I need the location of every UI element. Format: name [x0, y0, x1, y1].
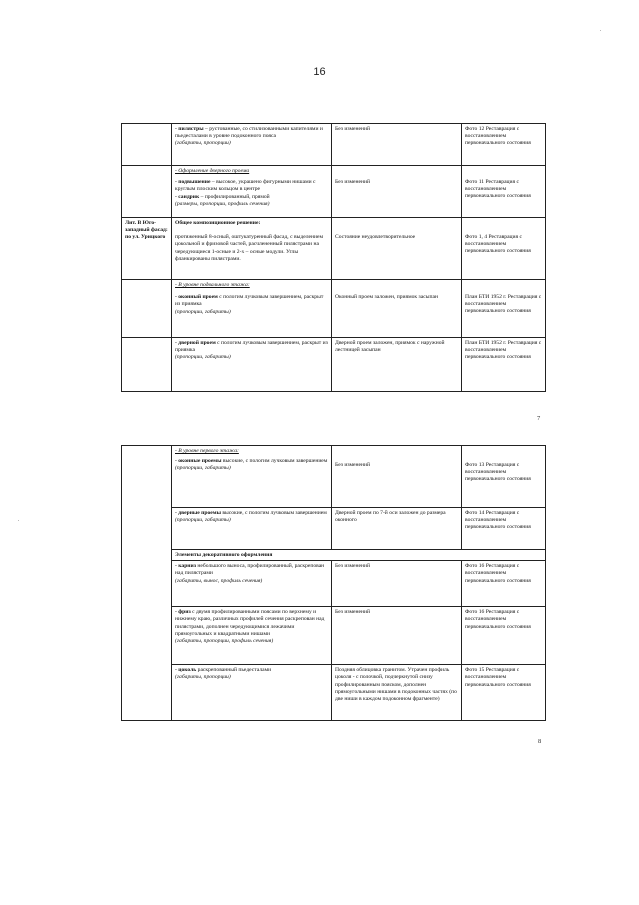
- cell-object: [122, 446, 172, 721]
- cell-state: Без изменений: [332, 561, 462, 607]
- table-row: [122, 607, 546, 665]
- cell-state: Без изменений: [332, 124, 462, 166]
- cell-object: Лит. В Юго-западный фасад: по ул. Урицкого: [122, 218, 172, 280]
- cell-state: Дверной проем заложен, приямок с наружной лестницей засыпан: [332, 338, 462, 392]
- cell-state: Состояние неудовлетворительное: [332, 218, 462, 280]
- cell-measures: Фото 16 Реставрация с восстановлением первоначального состояния: [462, 561, 546, 607]
- table-row: [122, 508, 546, 550]
- table-bottom: [121, 445, 546, 721]
- cell-element: Общее композиционное решение: протяженный 8-осный, оштукатуренный фасад, с выделением цокольной и фризовой частей, расчлененный пилястрами на чередующиеся 1-осные и 2-х – осные модули. Углы фланкированы пилястрами.: [172, 218, 332, 280]
- table-row: [122, 446, 546, 508]
- side-number: 8: [538, 738, 542, 745]
- cell-measures: Фото 15 Реставрация с восстановлением первоначального состояния: [462, 665, 546, 721]
- cell-measures: Фото 1, 4 Реставрация с восстановлением первоначального состояния: [462, 218, 546, 280]
- table-row: [122, 665, 546, 721]
- cell-element: - дверные проемы высокие, с пологим лучковым завершением (пропорции, габариты): [172, 508, 332, 550]
- scan-speck: [18, 520, 19, 521]
- table-row: [122, 218, 546, 280]
- cell-object: [122, 166, 172, 218]
- table-row: [122, 550, 546, 561]
- table-row: [122, 338, 546, 392]
- cell-state: Поздняя облицовка гранитом. Утрачен профиль цоколя - с полочкой, подчеркнутой снизу профилированным пояском, дополнен прямоугольными нишами в подоконных частях (по две ниши в каждом подоконном фрагменте): [332, 665, 462, 721]
- cell-element: - пилястры – рустованные, со стилизованными капителями и пьедесталами в уровне подоконного пояса (габариты, пропорции): [172, 124, 332, 166]
- cell-measures: Фото 16 Реставрация с восстановлением первоначального состояния: [462, 607, 546, 665]
- cell-measures: Фото 11 Реставрация с восстановлением первоначального состояния: [462, 166, 546, 218]
- cell-element: - цоколь раскрепованный пьедесталами (габариты, пропорции): [172, 665, 332, 721]
- table-top: [121, 123, 546, 392]
- cell-element: - фриз с двумя профилированными поясами по верхнему и нижнему краю, различных профилей сечения раскрепован над пилястрами, дополнен чередующимися лежачими прямоугольных и квадратными нишами (габариты, пропорции, профиль сечения): [172, 607, 332, 665]
- cell-state: Оконный проем заложен, приямок засыпан: [332, 280, 462, 338]
- cell-state: Без изменений: [332, 607, 462, 665]
- section-heading: Элементы декоративного оформления: [172, 550, 546, 561]
- cell-element: - В уровне подвального этажа: - оконный проем с пологим лучковым завершением, раскрыт из приямка (пропорции, габариты): [172, 280, 332, 338]
- cell-measures: План БТИ 1952 г. Реставрация с восстановлением первоначального состояния: [462, 280, 546, 338]
- cell-object: [122, 280, 172, 338]
- cell-object: [122, 338, 172, 392]
- cell-measures: Фото 12 Реставрация с восстановлением первоначального состояния: [462, 124, 546, 166]
- cell-state: Дверной проем по 7-й оси заложен до размера оконного: [332, 508, 462, 550]
- scan-speck: [600, 30, 601, 31]
- page-number: 16: [313, 66, 326, 78]
- cell-element: - В уровне первого этажа: - оконные проемы высокие, с пологим лучковым завершением (пропорции, габариты): [172, 446, 332, 508]
- cell-element: - карниз небольшого выноса, профилированный, раскрепован над пилястрами (габариты, вынос, профиль сечения): [172, 561, 332, 607]
- table-row: [122, 561, 546, 607]
- table-row: [122, 124, 546, 166]
- cell-state: Без изменений: [332, 446, 462, 508]
- cell-measures: Фото 13 Реставрация с восстановлением первоначального состояния: [462, 446, 546, 508]
- cell-measures: Фото 14 Реставрация с восстановлением первоначального состояния: [462, 508, 546, 550]
- table-row: [122, 280, 546, 338]
- side-number: 7: [537, 415, 541, 422]
- cell-measures: План БТИ 1952 г. Реставрация с восстановлением первоначального состояния: [462, 338, 546, 392]
- cell-object: [122, 124, 172, 166]
- cell-state: Без изменений: [332, 166, 462, 218]
- cell-element: - дверной проем с пологим лучковым завершением, раскрыт из приямка (пропорции, габариты): [172, 338, 332, 392]
- cell-element: - Оформление дверного проема - подвышение – высокое, украшено фигурными нишами с круглым плоским кольцом в центре - сандрик – профилированный, прямой (размеры, пропорции, профиль сечения): [172, 166, 332, 218]
- table-row: [122, 166, 546, 218]
